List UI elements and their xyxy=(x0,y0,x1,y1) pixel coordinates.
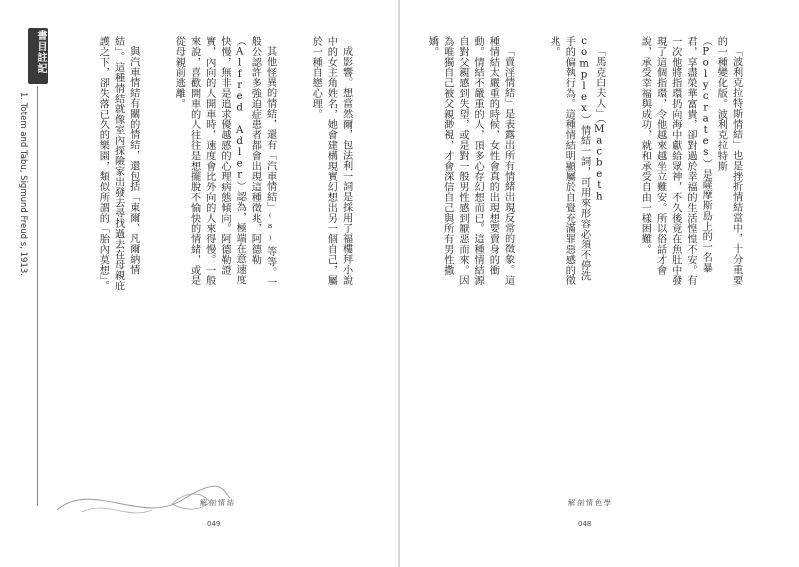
left-paragraph: 與汽車情結有關的情結，還包括「東爾、凡爾納情結」。這種情結就像室內探險家出發去尋找過去在母親庇護之下，卻失落已久的樂園，類似所謂的「胎內莫想」。 xyxy=(97,36,139,291)
left-page-number: 049 xyxy=(207,520,221,528)
notes-divider-line xyxy=(37,86,38,506)
left-body-text xyxy=(84,36,384,291)
right-paragraph: 「波利克拉特斯情結」也是挫折情結當中，十分重要的一種變化版。波利克拉特斯（Polycrates）是薩摩斯島上的一名暴君，享盡榮華富貴，卻對過於幸福的生活惶惶不安。有一次他將指環扔向海中獻給眾神，不久後竟在魚肚中發現了這個指環，令他越來越坐立難安。所以俗話才會說，承受幸福與成功，就和承受自由一樣困難。 xyxy=(639,36,742,286)
right-paragraph: 「馬克白夫人」（Macbeth complex）情結一詞，可用來形容必須不停洗手的偏執行為。這種情結明顯屬於自覺充滿罪惡感的徵兆。 xyxy=(548,36,605,286)
right-page xyxy=(400,0,799,567)
right-paragraph: 「賣淫情結」是表露出所有情緒出現反常的徵象。這種情結太嚴重的時候，女性會真的出現想要賣身的衝動。情結不嚴重的人，頂多心存幻想而已。這種情結源自對父親感到失望，或是對一般男性感到厭惡而來。因為唯獨自己被父親渺視，才會深信自己與所有男性撒嬌。 xyxy=(426,36,514,286)
note-entry: 1. Totem and Tabu, Sigmund Freud s, 1913. xyxy=(18,92,28,276)
right-body-text xyxy=(422,36,774,291)
left-paragraph: 成影響。想當然爾，包法利一詞是採用了福樓拜小說中的女主角姓名，她會建構現實幻想出另一個自己，屬於一種自戀心理。 xyxy=(310,36,352,286)
left-page xyxy=(0,0,399,567)
left-paragraph: 其他怪異的情結，還有「汽車情結」⁽⁸⁾等等。一般公認許多強迫症患者都會出現這種徵兆，阿德勒（Alfred Adler）認為，極端在意速度快慢，無非是追求優越感的心理病態傾向。阿德勒證實，內向的人開車時，速度會比外向的人來得慢。一般來說，喜歡開車的人往往是想擺脫不愉快的情緒，或是從母親前逃離。 xyxy=(173,36,276,288)
left-running-title: 解剖情結 xyxy=(200,499,236,507)
notes-title: 書目註記 xyxy=(35,30,46,74)
right-running-title: 解剖情色學 xyxy=(568,499,613,507)
right-page-number: 048 xyxy=(578,520,592,528)
